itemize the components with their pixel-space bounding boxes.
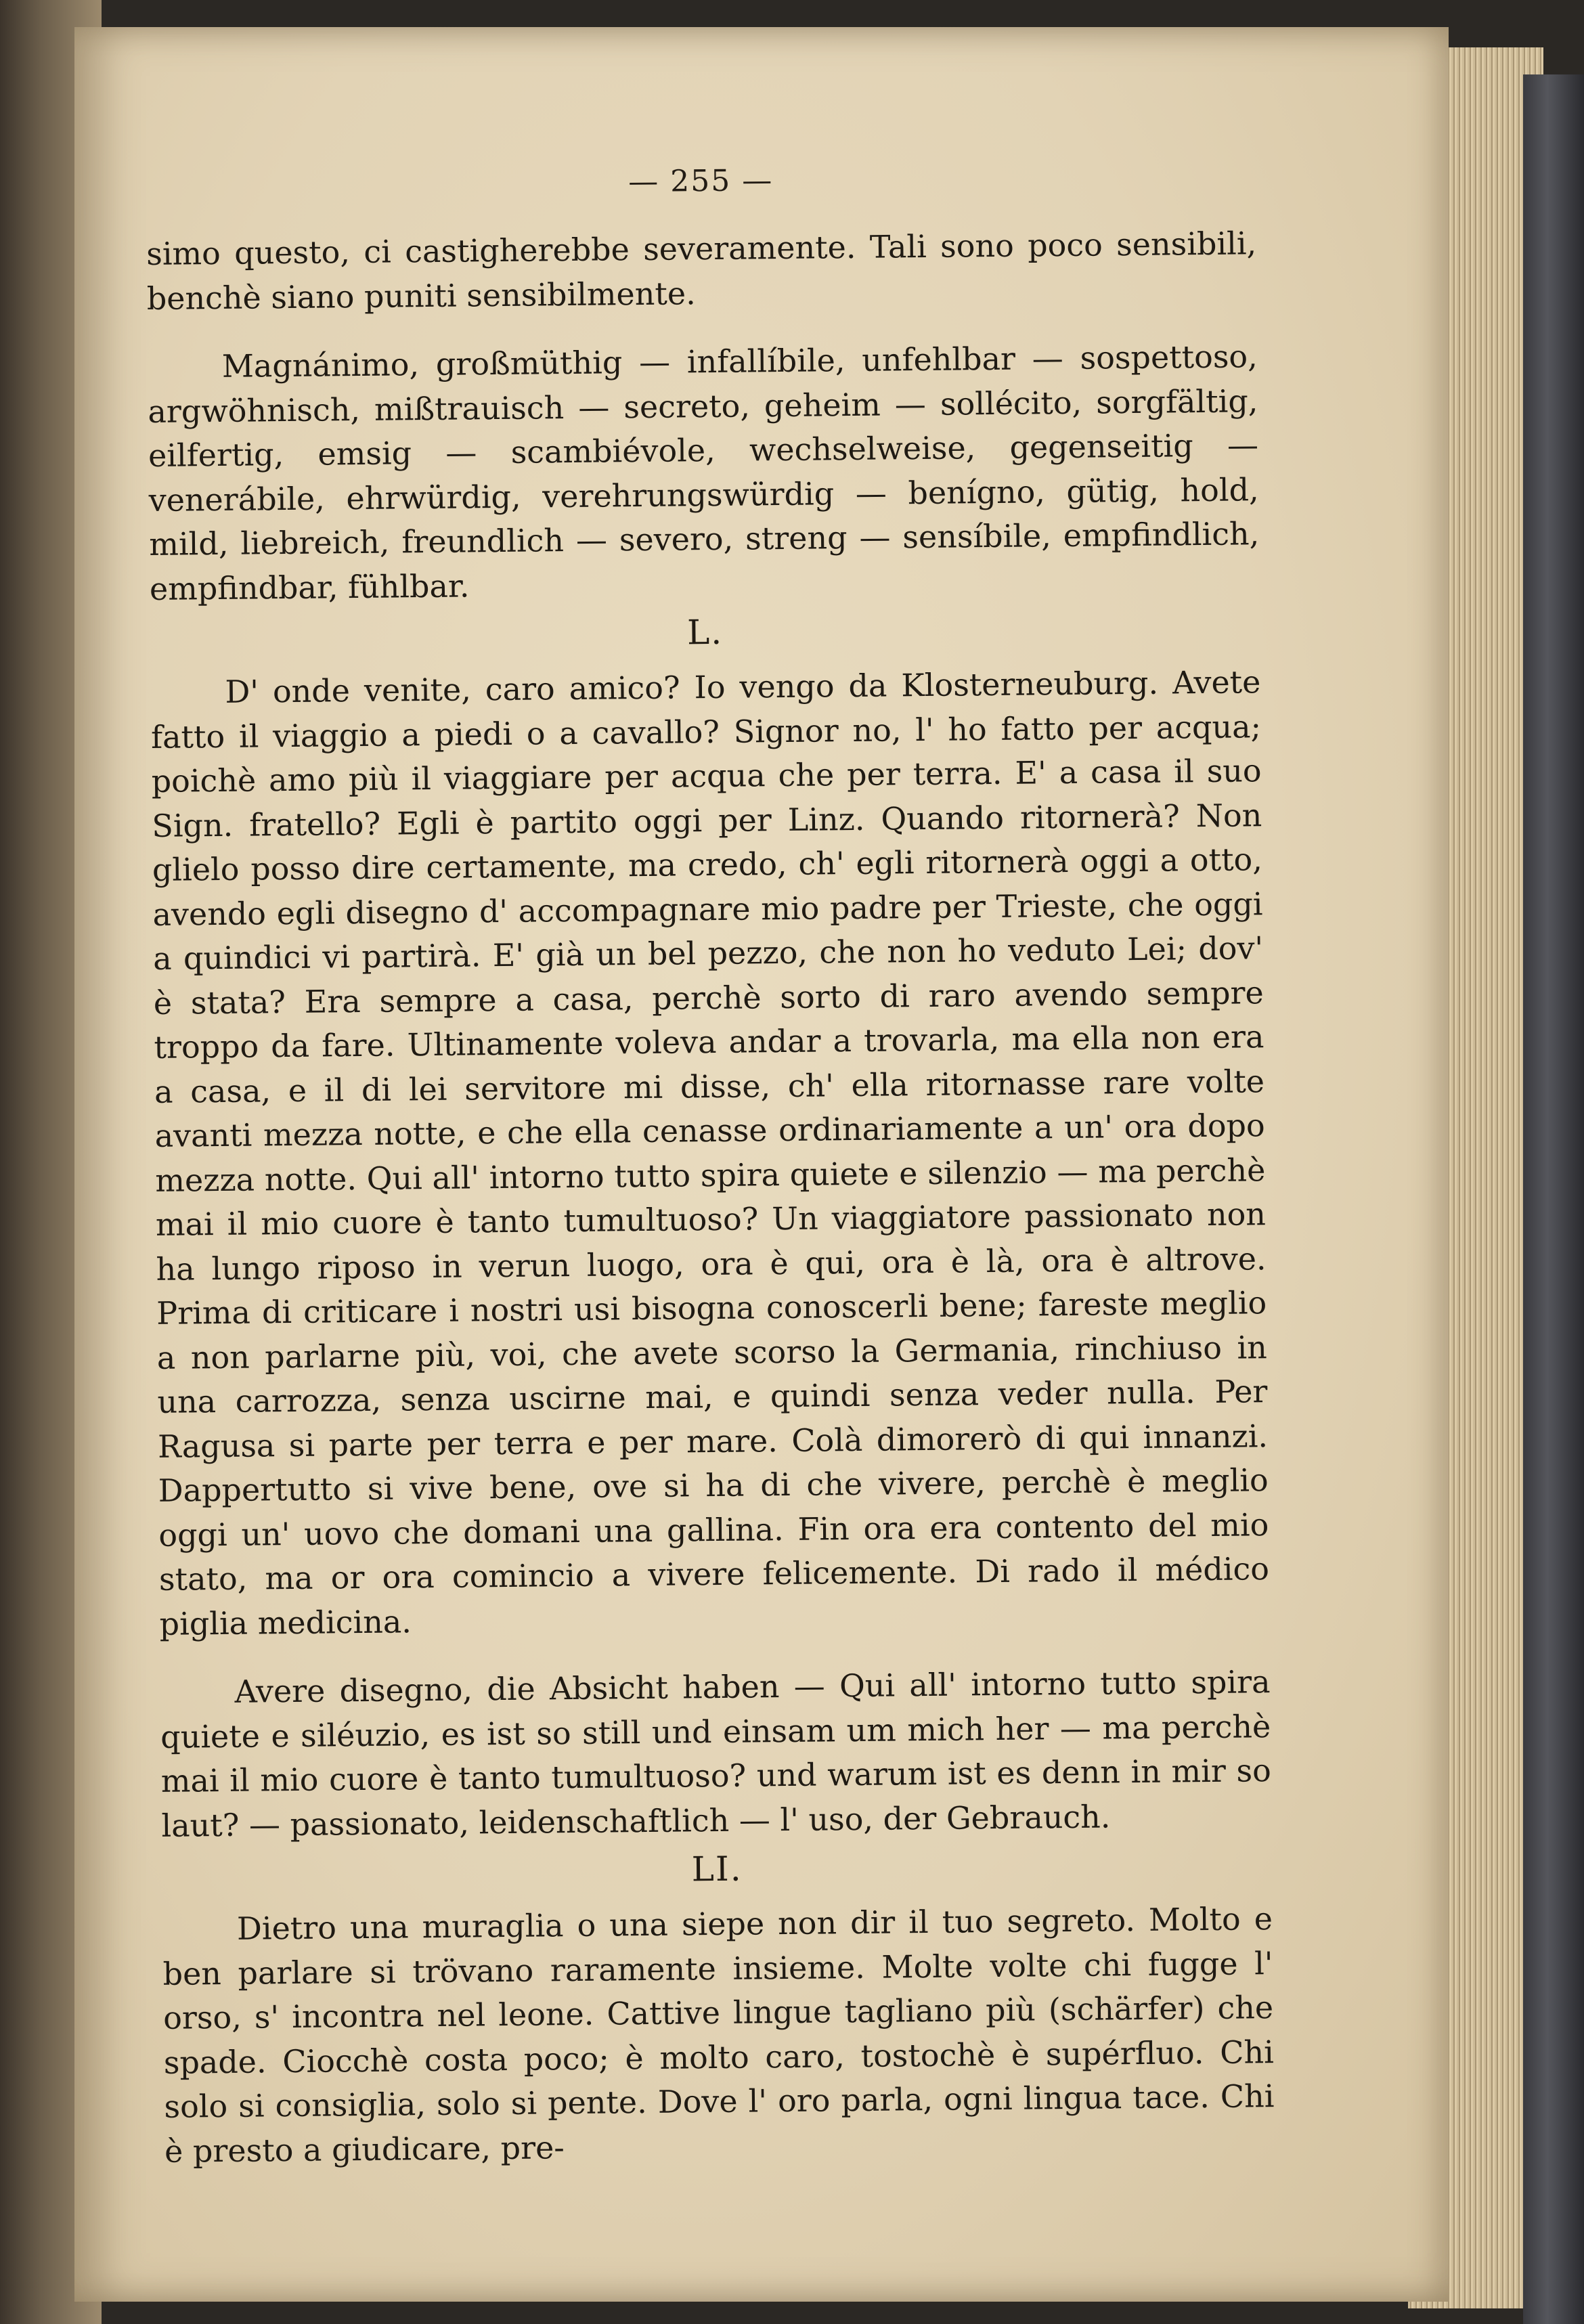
section-heading: LI. — [691, 1849, 743, 1889]
page-number: — 255 — — [628, 163, 774, 200]
book-cover-edge — [1523, 74, 1584, 2324]
section-heading: L. — [686, 612, 724, 653]
paragraph: D' onde venite, caro amico? Io vengo da Klosterneuburg. Avete fatto il viaggio a piedi o a cavallo? Signor no, l' ho fatto per acqua; poichè amo più il viaggiare per acqua che per terra. E' a casa il suo Sign. fratello? Egli è partito oggi per Linz. Quando ritornerà? Non glielo posso dire certamente, ma credo, ch' egli ritornerà oggi a otto, avendo egli disegno d' accompagnare mio padre per Trieste, che oggi a quindici vi partirà. E' già un bel pezzo, che non ho veduto Lei; dov' è stata? Era sempre a casa, perchè sorto di raro avendo sempre troppo da fare. Ultinamente voleva andar a trovarla, ma ella non era a casa, e il di lei servitore mi disse, ch' ella ritornasse rare volte avanti mezza notte, e che ella cenasse ordinariamente a un' ora dopo mezza notte. Qui all' intorno tutto spira quiete e silenzio — ma perchè mai il mio cuore è tanto tumultuoso? Un viaggiatore passionato non ha lungo riposo in verun luogo, ora è qui, ora è là, ora è altrove. Prima di criticare i nostri usi bisogna conoscerli bene; fareste meglio a non parlarne più, voi, che avete scorso la Germania, rinchiuso in una carrozza, senza uscirne mai, e quindi senza veder nulla. Per Ragusa si parte per terra e per mare. Colà dimorerò di qui innanzi. Dappertutto si vive bene, ove si ha di che vivere, perchè è meglio oggi un' uovo che domani una gallina. Fin ora era contento del mio stato, ma or ora comincio a vivere felicemente. Di rado il médico piglia medicina. — [150, 663, 1270, 1642]
paragraph: simo questo, ci castigherebbe severamente. Tali sono poco sensibili, benchè siano puniti sensibilmente. — [146, 225, 1257, 317]
vocabulary-paragraph: Avere disegno, die Absicht haben — Qui all' intorno tutto spira quiete e siléuzio, es ist so still und einsam um mich her — ma perchè mai il mio cuore è tanto tumultuoso? und warum ist es denn in mir so laut? — passionato, leidenschaftlich — l' uso, der Gebrauch. — [160, 1663, 1272, 1844]
vocabulary-paragraph: Magnánimo, großmüthig — infallíbile, unfehlbar — sospettoso, argwöhnisch, mißtrauisch — secreto, geheim — sollécito, sorgfältig, eilfertig, emsig — scambiévole, wechselweise, gegenseitig — venerábile, ehrwürdig, verehrungswürdig — benígno, gütig, hold, mild, liebreich, freundlich — severo, streng — sensíbile, empfindlich, empfindbar, fühlbar. — [148, 338, 1260, 607]
paragraph: Dietro una muraglia o una siepe non dir il tuo segreto. Molto e ben parlare si trövano raramente insieme. Molte volte chi fugge l' orso, s' incontra nel leone. Cattive lingue tagliano più (schärfer) che spade. Ciocchè costa poco; è molto caro, tostochè è supérfluo. Chi solo si consiglia, solo si pente. Dove l' oro parla, ogni lingua tace. Chi è presto a giudicare, pre- — [162, 1900, 1275, 2170]
page-content — [146, 158, 1275, 2174]
